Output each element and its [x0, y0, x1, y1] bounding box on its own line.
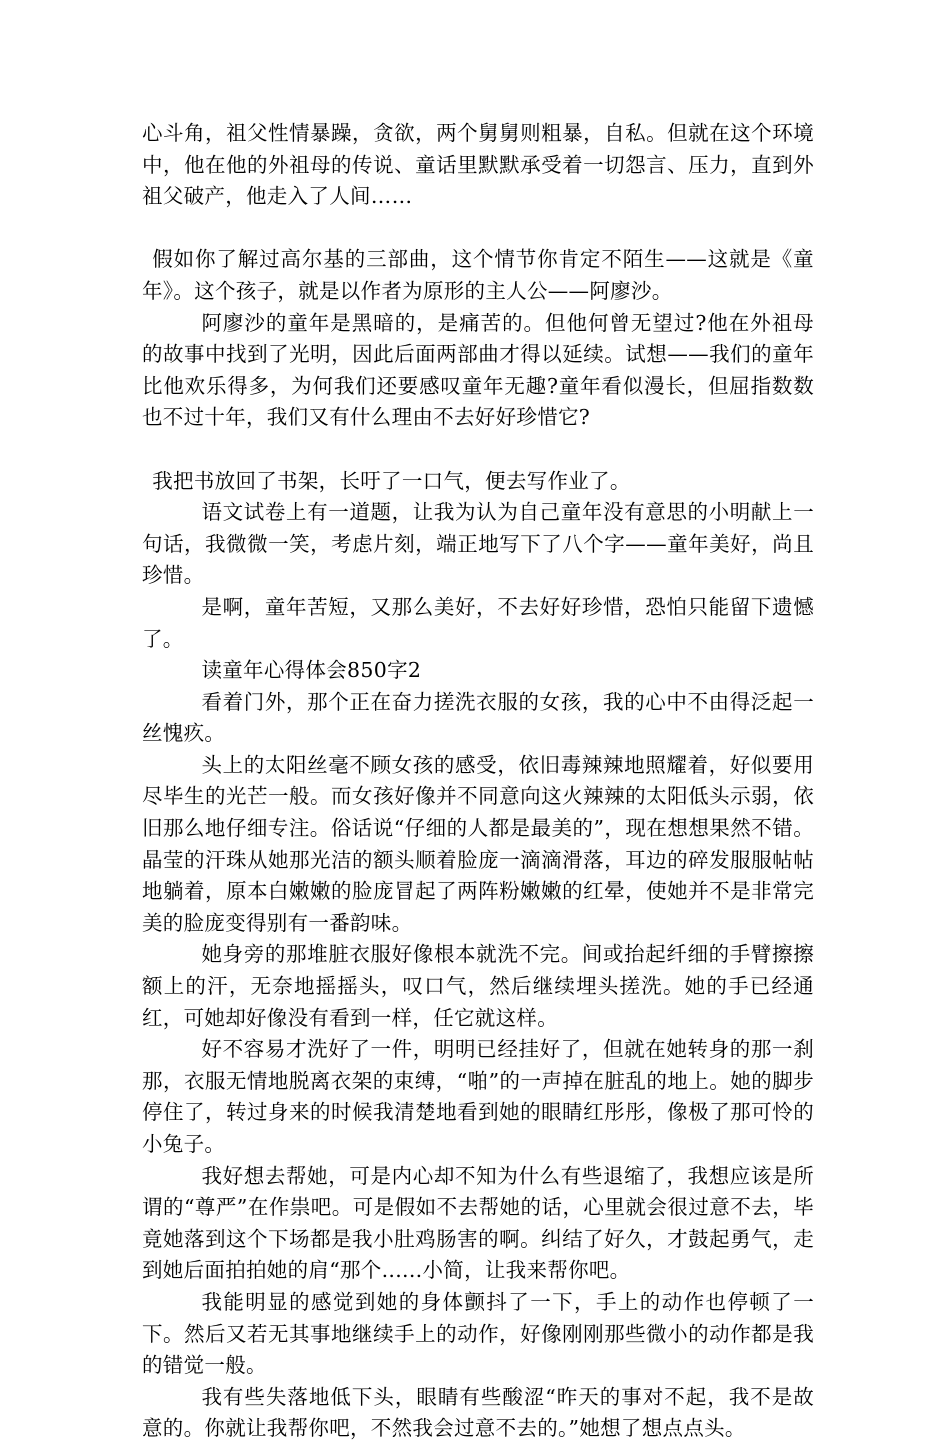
paragraph: 阿廖沙的童年是黑暗的，是痛苦的。但他何曾无望过?他在外祖母的故事中找到了光明，因此后面两部曲才得以延续。试想——我们的童年比他欢乐得多，为何我们还要感叹童年无趣?童年看似漫长，但屈指数数也不过十年，我们又有什么理由不去好好珍惜它? — [142, 310, 814, 430]
paragraph: 是啊，童年苦短，又那么美好，不去好好珍惜，恐怕只能留下遗憾了。 — [142, 594, 814, 651]
section-heading: 读童年心得体会850字2 — [201, 658, 422, 683]
paragraph-gap — [142, 213, 814, 245]
paragraph-gap — [142, 434, 814, 466]
paragraph: 我好想去帮她，可是内心却不知为什么有些退缩了，我想应该是所谓的“尊严”在作祟吧。可是假如不去帮她的话，心里就会很过意不去，毕竟她落到这个下场都是我小肚鸡肠害的啊。纠结了好久，才鼓起勇气，走到她后面拍拍她的肩“那个......小简，让我来帮你吧。 — [142, 1163, 814, 1283]
paragraph: 她身旁的那堆脏衣服好像根本就洗不完。间或抬起纤细的手臂擦擦额上的汗，无奈地摇摇头，叹口气，然后继续埋头搓洗。她的手已经通红，可她却好像没有看到一样，任它就这样。 — [142, 942, 814, 1030]
paragraph: 看着门外，那个正在奋力搓洗衣服的女孩，我的心中不由得泛起一丝愧疚。 — [142, 689, 814, 746]
paragraph: 我能明显的感觉到她的身体颤抖了一下，手上的动作也停顿了一下。然后又若无其事地继续手上的动作，好像刚刚那些微小的动作都是我的错觉一般。 — [142, 1289, 814, 1378]
paragraph: 我有些失落地低下头，眼睛有些酸涩“昨天的事对不起，我不是故意的。你就让我帮你吧，不然我会过意不去的。”她想了想点点头。 — [142, 1384, 814, 1441]
paragraph: 语文试卷上有一道题，让我为认为自己童年没有意思的小明献上一句话，我微微一笑，考虑片刻，端正地写下了八个字——童年美好，尚且珍惜。 — [142, 500, 814, 588]
paragraph: 假如你了解过高尔基的三部曲，这个情节你肯定不陌生——这就是《童年》。这个孩子，就是以作者为原形的主人公——阿廖沙。 — [142, 247, 814, 303]
document-page — [142, 118, 814, 1445]
paragraph: 头上的太阳丝毫不顾女孩的感受，依旧毒辣辣地照耀着，好似要用尽毕生的光芒一般。而女孩好像并不同意向这火辣辣的太阳低头示弱，依旧那么地仔细专注。俗话说“仔细的人都是最美的”，现在想想果然不错。晶莹的汗珠从她那光洁的额头顺着脸庞一滴滴滑落，耳边的碎发服服帖帖地躺着，原本白嫩嫩的脸庞冒起了两阵粉嫩嫩的红晕，使她并不是非常完美的脸庞变得别有一番韵味。 — [142, 752, 814, 935]
paragraph: 好不容易才洗好了一件，明明已经挂好了，但就在她转身的那一刹那，衣服无情地脱离衣架的束缚，“啪”的一声掉在脏乱的地上。她的脚步停住了，转过身来的时候我清楚地看到她的眼睛红彤彤，像极了那可怜的小兔子。 — [142, 1037, 814, 1156]
paragraph: 心斗角，祖父性情暴躁，贪欲，两个舅舅则粗暴，自私。但就在这个环境中，他在他的外祖母的传说、童话里默默承受着一切怨言、压力，直到外祖父破产，他走入了人间…… — [142, 121, 814, 209]
paragraph: 我把书放回了书架，长吁了一口气，便去写作业了。 — [152, 468, 631, 493]
